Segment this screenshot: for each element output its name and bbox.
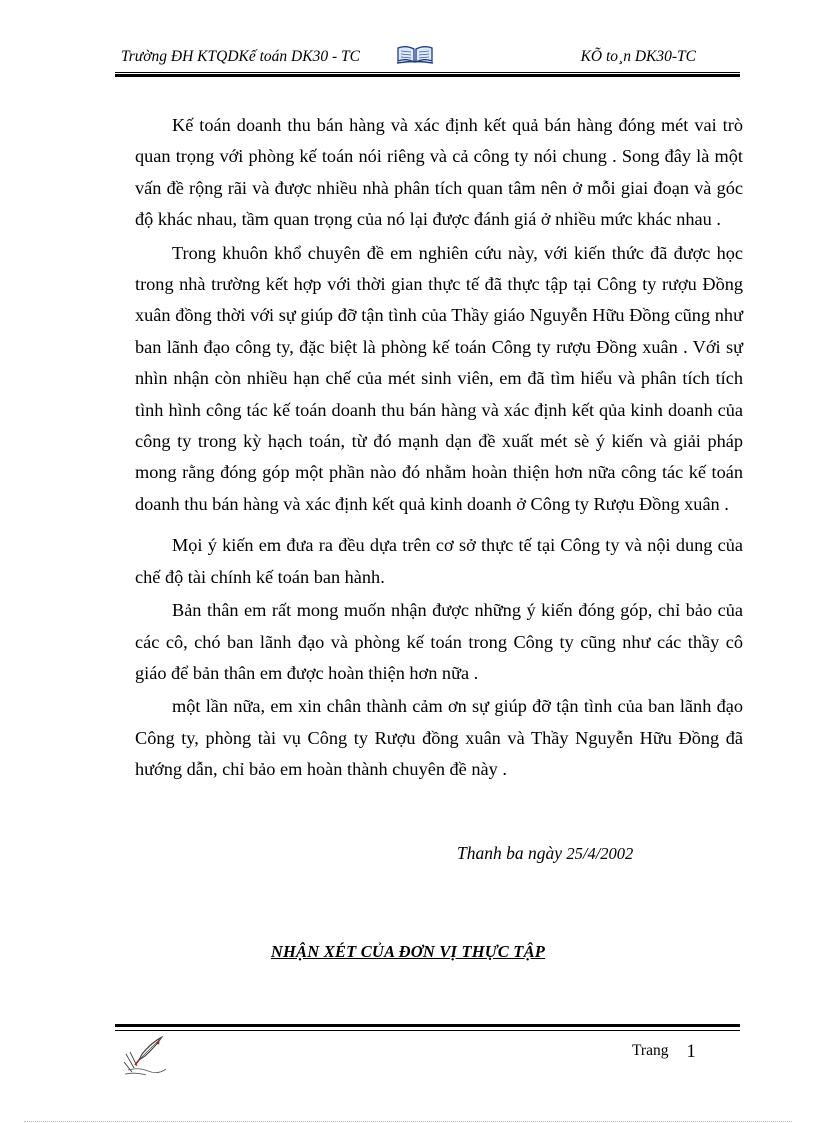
page-number-block	[632, 1040, 696, 1061]
header-rule-bottom	[115, 74, 740, 77]
page-label: Trang	[632, 1042, 669, 1059]
page-header	[115, 44, 740, 70]
paragraph: một lần nữa, em xin chân thành cảm ơn sự giúp đỡ tận tình của ban lãnh đạo Công ty, phòng tài vụ Công ty Rượu đồng xuân và Thầy Nguyễn Hữu Đồng đã hướng dẫn, chỉ bảo em hoàn thành chuyên đề này .	[135, 696, 743, 780]
quill-pen-logo-icon	[122, 1034, 168, 1076]
paragraph: Bản thân em rất mong muốn nhận được những ý kiến đóng góp, chỉ bảo của các cô, chó ban lãnh đạo và phòng kế toán trong Công ty cũng như các thầy cô giáo để bản thân em được hoàn thiện hơn nữa .	[135, 600, 743, 683]
signature-date	[457, 843, 633, 864]
header-right-text: KÕ to¸n DK30-TC	[580, 48, 696, 65]
date-value: 25/4/2002	[566, 844, 634, 863]
page-number: 1	[686, 1042, 696, 1062]
date-prefix: Thanh ba ngày	[457, 843, 562, 863]
section-title	[0, 942, 816, 962]
footer-rule-top	[115, 1024, 740, 1027]
paragraph: Kế toán doanh thu bán hàng và xác định kết quả bán hàng đóng mét vai trò quan trọng với phòng kế toán nói riêng và cả công ty nói chung . Song đây là một vấn đề rộng rãi và được nhiều nhà phân tích quan tâm nên ở mỗi giai đoạn và góc độ khác nhau, tầm quan trọng của nó lại được đánh giá ở nhiều mức khác nhau .	[135, 115, 743, 230]
section-title-text: NHẬN XÉT CỦA ĐƠN VỊ THỰC TẬP	[270, 942, 546, 961]
paragraph: Trong khuôn khổ chuyên đề em nghiên cứu này, với kiến thức đã được học trong nhà trường kết hợp với thời gian thực tế đã thực tập tại Công ty rượu Đồng xuân đồng thời với sự giúp đỡ tận tình của Thầy giáo Nguyễn Hữu Đồng cũng như ban lãnh đạo công ty, đặc biệt là phòng kế toán Công ty rượu Đồng xuân . Với sự nhìn nhận còn nhiều hạn chế của mét sinh viên, em đã tìm hiểu và phân tích tích tình hình công tác kế toán doanh thu bán hàng và xác định kết qủa kinh doanh của công ty trong kỳ hạch toán, từ đó mạnh dạn đề xuất mét sè ý kiến và giải pháp mong rằng đóng góp một phần nào đó nhằm hoàn thiện hơn nữa công tác kế toán doanh thu bán hàng và xác định kết quả kinh doanh ở Công ty Rượu Đồng xuân .	[135, 242, 743, 514]
document-body	[135, 110, 743, 788]
footer-rule-bottom	[115, 1030, 740, 1031]
book-logo-icon	[395, 44, 435, 66]
paragraph: Mọi ý kiến em đưa ra đều dựa trên cơ sở thực tế tại Công ty và nội dung của chế độ tài chính kế toán ban hành.	[135, 535, 743, 587]
header-rule-top	[115, 72, 740, 73]
page-bottom-edge	[24, 1121, 792, 1122]
header-left-text: Trường ĐH KTQDKế toán DK30 - TC	[121, 48, 360, 65]
